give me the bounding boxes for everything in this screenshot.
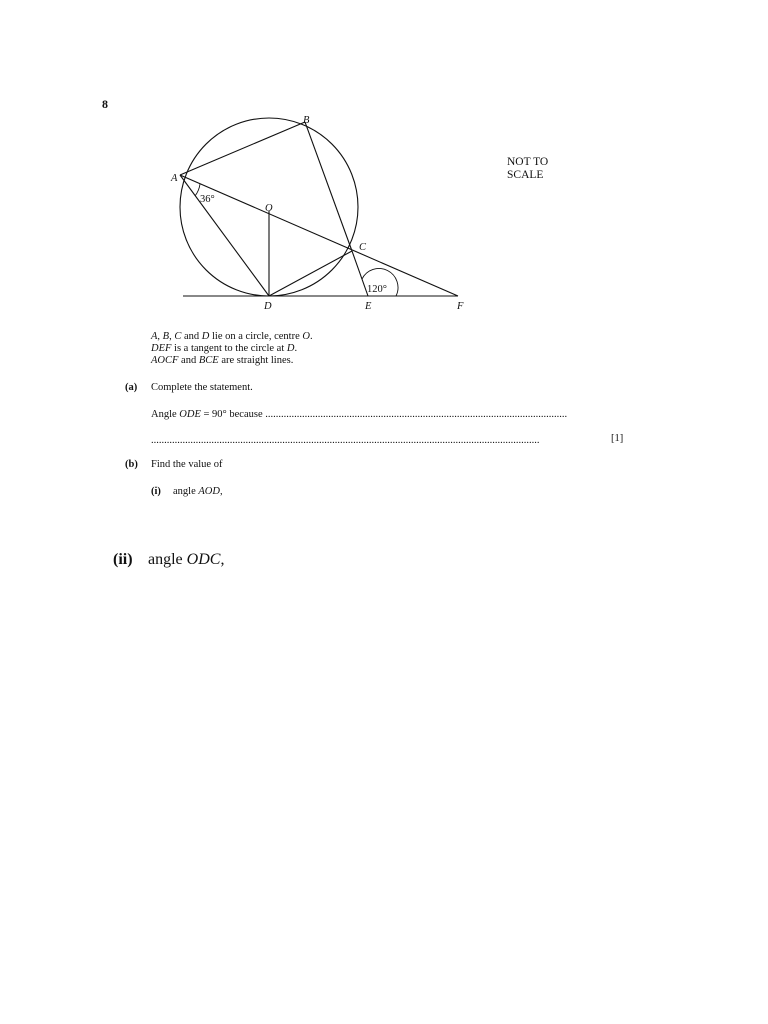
given-line-1: A, B, C and D lie on a circle, centre O. [151,331,313,342]
label-e: E [365,301,372,312]
angle-label-a: 36° [200,194,215,205]
part-a-statement: Angle ODE = 90° because [151,409,263,420]
circle-theorem-diagram [0,0,768,330]
not-to-scale-line-1: NOT TO [507,156,549,168]
part-b-ii [113,551,224,569]
label-c: C [359,242,367,253]
chord-dc [269,251,352,296]
label-b: B [303,115,310,126]
part-b-i-label: (i) [151,486,161,497]
part-b-heading [125,459,222,470]
part-a-statement-row [151,409,567,420]
part-b-ii-label: (ii) [113,551,133,568]
angle-label-e: 120° [367,284,387,295]
label-f: F [457,301,464,312]
given-line-2: DEF is a tangent to the circle at D. [151,343,298,354]
part-b-instruction: Find the value of [151,459,223,470]
part-b-ii-text: angle ODC, [148,551,225,568]
answer-line-2[interactable]: .................................................................................................................................................... [151,435,540,446]
answer-line-1[interactable]: ................................................................................................................... [265,409,568,420]
part-b-label: (b) [125,459,138,470]
label-d: D [264,301,272,312]
chord-ad [180,175,269,296]
part-a-label: (a) [125,382,138,393]
line-aocf [180,175,458,296]
part-a-heading [125,382,253,393]
given-line-3: AOCF and BCE are straight lines. [151,355,294,366]
part-a-instruction: Complete the statement. [151,382,253,393]
question-number: 8 [102,97,108,111]
part-b-i-text: angle AOD, [173,486,223,497]
not-to-scale-note [507,156,548,182]
part-b-i [151,486,223,497]
not-to-scale-line-2: SCALE [507,169,544,181]
part-a-marks: [1] [611,433,624,444]
given-information [151,331,313,367]
chord-ab [180,122,305,175]
label-o: O [265,203,273,214]
label-a: A [171,173,178,184]
